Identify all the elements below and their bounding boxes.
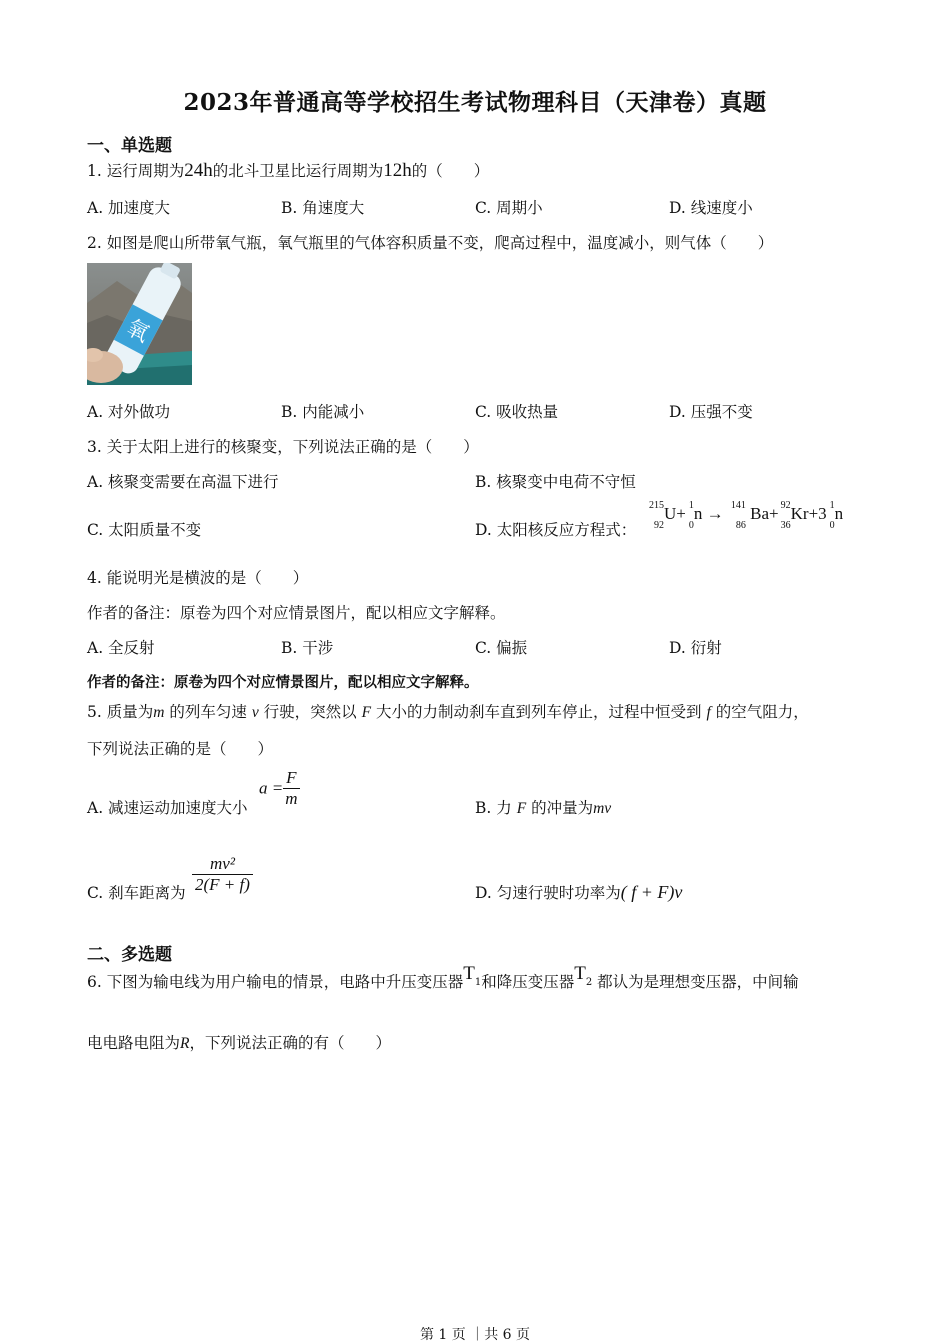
author-note: 作者的备注：原卷为四个对应情景图片，配以相应文字解释。 [87,604,506,622]
question-3-stem: 3. 关于太阳上进行的核聚变，下列说法正确的是（ ） [87,438,479,456]
q3-option-b: B. 核聚变中电荷不守恒 [475,473,636,491]
question-6-stem-line2 [87,1031,391,1053]
ba-mass-number: 141 [730,500,746,511]
author-note-bold: 作者的备注：原卷为四个对应情景图片，配以相应文字解释。 [87,674,479,691]
kr-mass-number: 92 [780,500,791,511]
plus-sign: + [676,503,686,523]
q1-value-24h: 24h [184,160,213,181]
q5-option-c-formula [192,854,253,895]
page-title: 2023年普通高等学校招生考试物理科目（天津卷）真题 [183,89,767,116]
velocity-variable: v [251,704,259,721]
q5-text: 的列车匀速 [169,703,247,721]
neutron-symbol: n [834,503,844,523]
nuclear-equation [648,500,844,531]
q4-option-b: B. 干涉 [281,639,334,657]
q5-text: 大小的力制动刹车直到列车停止，过程中恒受到 [376,703,702,721]
q5-option-a-formula [259,768,300,809]
q4-option-d: D. 衍射 [669,639,722,657]
question-5-stem-line2: 下列说法正确的是（ ） [87,740,274,758]
q6-text: 都认为是理想变压器，中间输 [597,973,799,991]
q5-option-a: A. 减速运动加速度大小 [87,799,248,817]
force-variable: F [516,800,527,817]
u-mass-number: 215 [649,500,664,511]
transformer-t1: T [463,963,475,984]
krypton-symbol: Kr [790,503,809,523]
q2-option-a: A. 对外做功 [87,403,171,421]
force-variable: F [361,704,372,721]
q5-text: 行驶，突然以 [263,703,357,721]
plus-three: +3 [808,503,827,523]
q4-option-c: C. 偏振 [475,639,528,657]
fraction-denominator: m [285,789,298,808]
question-5-stem-line1 [87,700,809,722]
q5-option-d [475,881,682,903]
plus-sign: + [769,503,779,523]
resistance-variable: R [180,1035,190,1052]
q5b-text: 的冲量为 [531,799,594,817]
q1-option-c: C. 周期小 [475,199,543,217]
q4-option-a: A. 全反射 [87,639,155,657]
q3-option-a: A. 核聚变需要在高温下进行 [87,473,279,491]
q6-text: ，下列说法正确的有（ ） [189,1034,391,1052]
ba-atomic-number: 86 [735,520,746,531]
kr-atomic-number: 36 [780,520,791,531]
n-charge-number: 0 [688,520,694,531]
bottle-oxygen-character: 氧 [121,315,154,348]
drag-variable: f [706,704,711,721]
mass-variable: m [153,704,165,721]
q1-text-pre: 1. 运行周期为 [87,162,185,180]
q3-option-c: C. 太阳质量不变 [87,521,202,539]
q2-option-b: B. 内能减小 [281,403,365,421]
question-6-stem-line1 [87,963,799,994]
q5d-text: D. 匀速行驶时功率为 [475,884,621,902]
q3-option-d: D. 太阳核反应方程式： [475,521,637,539]
q1-value-12h: 12h [383,160,412,181]
t2-subscript: 2 [585,977,593,989]
q1-option-b: B. 角速度大 [281,199,365,217]
section-heading-multiple-choice: 二、多选题 [87,945,172,965]
q5-option-b [475,796,611,818]
q5-option-c: C. 刹车距离为 [87,884,186,902]
neutron-symbol: n [693,503,703,523]
q2-option-d: D. 压强不变 [669,403,753,421]
q1-option-d: D. 线速度小 [669,199,753,217]
q5-text: 的空气阻力， [715,703,809,721]
question-1-stem [87,159,489,182]
q5-text: 5. 质量为 [87,703,154,721]
q6-text: 和降压变压器 [481,973,575,991]
n-mass-number: 1 [688,500,694,511]
fraction-denominator: 2(F + f) [195,875,250,894]
t1-subscript: 1 [474,977,482,989]
q5b-text: B. 力 [475,799,512,817]
n-mass-number: 1 [829,500,835,511]
q1-text-mid: 的北斗卫星比运行周期为 [212,162,384,180]
u-atomic-number: 92 [654,520,664,531]
reaction-arrow: → [706,503,724,523]
section-heading-single-choice: 一、单选题 [87,136,172,156]
oxygen-bottle-photo [87,263,192,385]
question-4-stem: 4. 能说明光是横波的是（ ） [87,569,309,587]
question-2-stem: 2. 如图是爬山所带氧气瓶，氧气瓶里的气体容积质量不变，爬高过程中，温度减小，则气体（ ） [87,234,774,252]
power-expression: ( f + F)v [620,882,683,902]
q6-text: 6. 下图为输电线为用户输电的情景，电路中升压变压器 [87,973,464,991]
q1-text-post: 的（ ） [411,162,490,180]
q1-option-a: A. 加速度大 [87,199,171,217]
q6-text: 电电路电阻为 [87,1034,181,1052]
fraction-numerator: F [283,768,299,789]
page-footer: 第 1 页 ｜共 6 页 [419,1327,531,1343]
barium-symbol: Ba [750,503,770,523]
n-charge-number: 0 [829,520,835,531]
transformer-t2: T [574,963,586,984]
q2-option-c: C. 吸收热量 [475,403,559,421]
uranium-symbol: U [664,503,677,523]
fraction-numerator: mv² [192,854,253,875]
momentum-expression: mv [593,800,612,817]
acceleration-lhs: a = [259,778,284,798]
